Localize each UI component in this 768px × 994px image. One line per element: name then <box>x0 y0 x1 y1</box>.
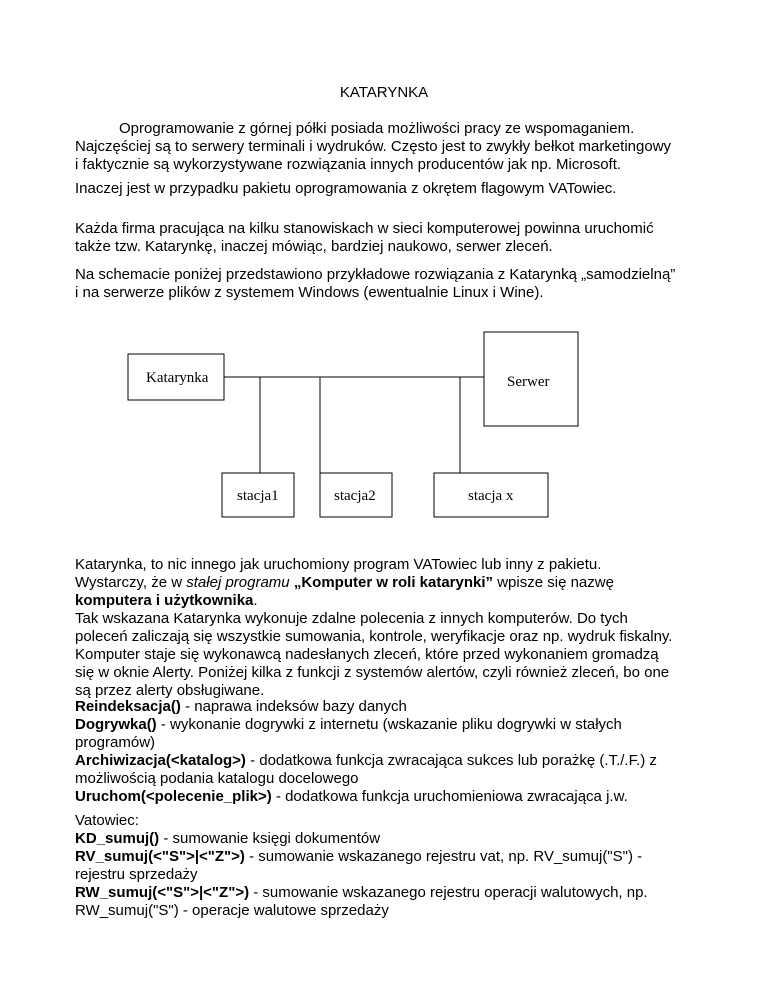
text-line: Oprogramowanie z górnej półki posiada możliwości pracy ze wspomaganiem. <box>119 120 635 137</box>
function-item-cont: możliwością podania katalogu docelowego <box>75 770 359 787</box>
document-title: KATARYNKA <box>339 84 429 101</box>
function-item: Reindeksacja() - naprawa indeksów bazy danych <box>75 698 407 715</box>
text-line: Najczęściej są to serwery terminali i wydruków. Często jest to zwykły bełkot marketingowy <box>75 138 672 155</box>
text-line: poleceń zaliczają się wszystkie sumowania, kontrole, weryfikacje oraz np. wydruk fiskalny. <box>75 628 673 645</box>
serwer-box <box>484 332 578 426</box>
stacja1-label: stacja1 <box>237 488 279 504</box>
text-line: także tzw. Katarynkę, inaczej mówiąc, bardziej naukowo, serwer zleceń. <box>75 238 553 255</box>
serwer-label: Serwer <box>507 374 550 390</box>
text-line: i na serwerze plików z systemem Windows (ewentualnie Linux i Wine). <box>75 284 544 301</box>
stacjax-box <box>434 473 548 517</box>
function-item: Archiwizacja(<katalog>) - dodatkowa funkcja zwracająca sukces lub porażkę (.T./.F.) z <box>75 752 657 769</box>
katarynka-box <box>128 354 224 400</box>
vatowiec-heading: Vatowiec: <box>75 812 139 829</box>
text-line: Każda firma pracująca na kilku stanowiskach w sieci komputerowej powinna uruchomić <box>75 220 654 237</box>
text-line: Katarynka, to nic innego jak uruchomiony program VATowiec lub inny z pakietu. <box>75 556 602 573</box>
intro-paragraph <box>75 120 715 174</box>
stacja2-box <box>320 473 392 517</box>
function-item: Dogrywka() - wykonanie dogrywki z internetu (wskazanie pliku dogrywki w stałych <box>75 716 622 733</box>
function-list <box>75 698 715 806</box>
function-item-cont: RW_sumuj("S") - operacje walutowe sprzedaży <box>75 902 389 919</box>
text-line: są przez alerty obsługiwane. <box>75 682 265 699</box>
paragraph-katarynka <box>75 556 715 700</box>
text-line: Komputer staje się wykonawcą nadesłanych zleceń, które przed wykonaniem gromadzą <box>75 646 659 663</box>
text-line: Na schemacie poniżej przedstawiono przykładowe rozwiązania z Katarynką „samodzielną” <box>75 266 676 283</box>
paragraph-firma <box>75 220 715 256</box>
text-line: komputera i użytkownika. <box>75 592 258 609</box>
function-item: Uruchom(<polecenie_plik>) - dodatkowa funkcja uruchomieniowa zwracająca j.w. <box>75 788 628 805</box>
function-item-cont: rejestru sprzedaży <box>75 866 198 883</box>
function-item: RW_sumuj(<"S">|<"Z">) - sumowanie wskazanego rejestru operacji walutowych, np. <box>75 884 648 901</box>
paragraph-vatowiec <box>75 180 715 198</box>
paragraph-schemat <box>75 266 715 302</box>
katarynka-label: Katarynka <box>146 370 209 386</box>
stacjax-label: stacja x <box>468 488 514 504</box>
function-item-cont: programów) <box>75 734 156 751</box>
text-line: Tak wskazana Katarynka wykonuje zdalne polecenia z innych komputerów. Do tych <box>75 610 628 627</box>
stacja1-box <box>222 473 294 517</box>
vatowiec-function-list <box>75 812 715 920</box>
stacja2-label: stacja2 <box>334 488 376 504</box>
text-line: Wystarczy, że w stałej programu „Komputer w roli katarynki” wpisze się nazwę <box>75 574 614 591</box>
function-item: KD_sumuj() - sumowanie księgi dokumentów <box>75 830 381 847</box>
text-line: i faktycznie są wykorzystywane rozwiązania innych producentów jak np. Microsoft. <box>75 156 622 173</box>
text-line: się w oknie Alerty. Poniżej kilka z funkcji z systemów alertów, czyli również zleceń, bo one <box>75 664 670 681</box>
text-line: Inaczej jest w przypadku pakietu oprogramowania z okrętem flagowym VATowiec. <box>75 180 617 197</box>
function-item: RV_sumuj(<"S">|<"Z">) - sumowanie wskazanego rejestru vat, np. RV_sumuj("S") - <box>75 848 643 865</box>
